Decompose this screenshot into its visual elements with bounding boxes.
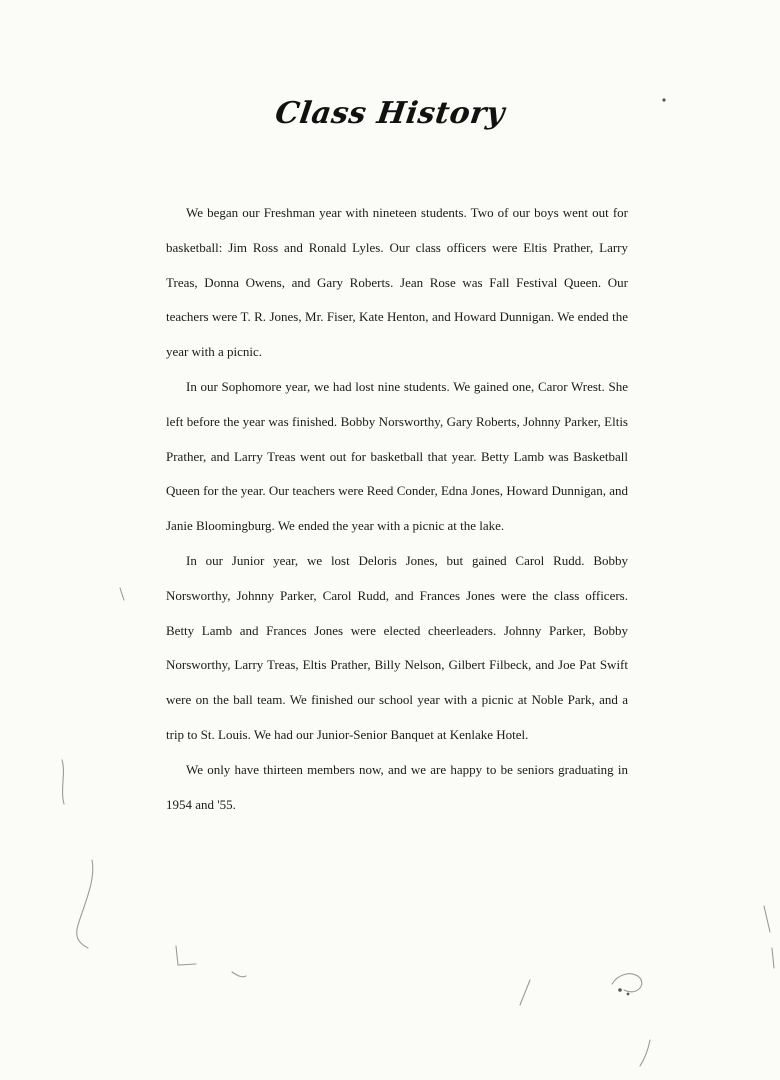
paragraph-junior: In our Junior year, we lost Deloris Jones, but gained Carol Rudd. Bobby Norsworthy, Johnny Parker, Carol Rudd, and Frances Jones were the class officers. Betty Lamb and Frances Jones were elected cheerleaders. Johnny Parker, Bobby Norsworthy, Larry Treas, Eltis Prather, Billy Nelson, Gilbert Filbeck, and Joe Pat Swift were on the ball team. We finished our school year with a picnic at Noble Park, and a trip to St. Louis. We had our Junior-Senior Banquet at Kenlake Hotel. bbox=[166, 552, 628, 742]
scribble-mark bbox=[62, 760, 64, 804]
scribble-mark bbox=[640, 1040, 650, 1066]
paragraph-sophomore: In our Sophomore year, we had lost nine students. We gained one, Caror Wrest. She left before the year was finished. Bobby Norsworthy, Gary Roberts, Johnny Parker, Eltis Prather, and Larry Treas went out for basketball that year. Betty Lamb was Basketball Queen for the year. Our teachers were Reed Conder, Edna Jones, Howard Dunnigan, and Janie Bloomingburg. We ended the year with a picnic at the lake. bbox=[166, 378, 628, 534]
body-text bbox=[166, 196, 628, 822]
scribble-mark bbox=[176, 946, 196, 965]
scribble-mark bbox=[612, 974, 642, 992]
scribble-mark bbox=[764, 906, 770, 932]
scribble-mark bbox=[772, 948, 774, 968]
scribble-mark bbox=[120, 588, 124, 600]
page-title: Class History bbox=[272, 96, 508, 131]
paragraph-senior: We only have thirteen members now, and we are happy to be seniors graduating in 1954 and '55. bbox=[166, 761, 628, 812]
scribble-mark bbox=[232, 972, 246, 977]
dot-mark bbox=[627, 993, 630, 996]
scribble-mark bbox=[77, 860, 93, 948]
scribble-mark bbox=[520, 980, 530, 1005]
dot-mark bbox=[618, 988, 622, 992]
paragraph-freshman: We began our Freshman year with nineteen students. Two of our boys went out for basketball: Jim Ross and Ronald Lyles. Our class officers were Eltis Prather, Larry Treas, Donna Owens, and Gary Roberts. Jean Rose was Fall Festival Queen. Our teachers were T. R. Jones, Mr. Fiser, Kate Henton, and Howard Dunnigan. We ended the year with a picnic. bbox=[166, 205, 628, 360]
